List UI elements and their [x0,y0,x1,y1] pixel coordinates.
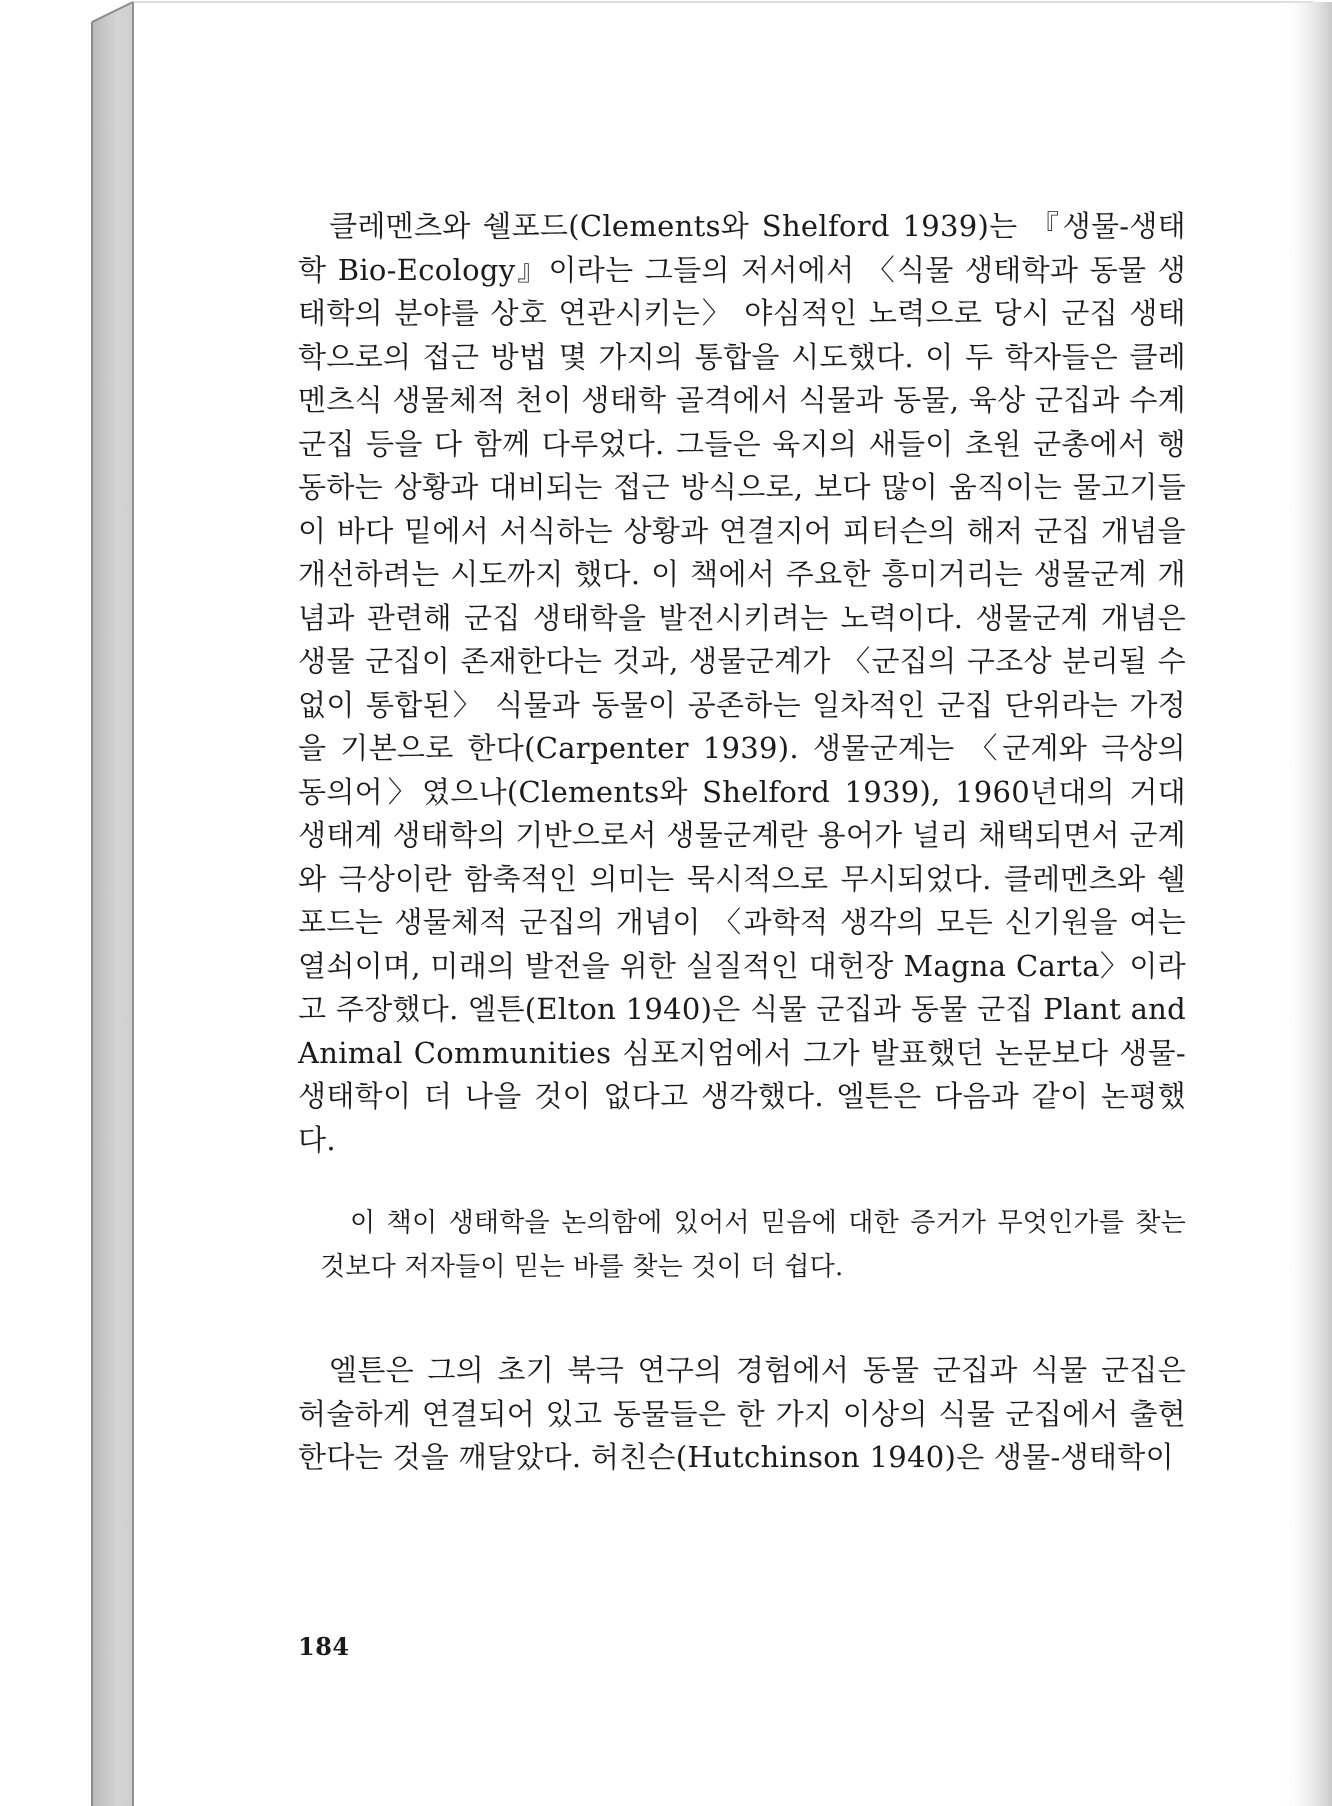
book-spine-edge [92,2,133,1806]
block-quote: 이 책이 생태학을 논의함에 있어서 믿음에 대한 증거가 무엇인가를 찾는 것보다 저자들이 믿는 바를 찾는 것이 더 쉽다. [320,1208,1186,1282]
body-paragraph: 클레멘츠와 쉘포드(Clements와 Shelford 1939)는 『생물-생태학 Bio-Ecology』이라는 그들의 저서에서 〈식물 생태학과 동물 생태학의 분야를 상호 연관시키는〉 야심적인 노력으로 당시 군집 생태학으로의 접근 방법 몇 가지의 통합을 시도했다. 이 두 학자들은 클레멘츠식 생물체적 천이 생태학 골격에서 식물과 동물, 육상 군집과 수계 군집 등을 다 함께 다루었다. 그들은 육지의 새들이 초원 군총에서 행동하는 상황과 대비되는 접근 방식으로, 보다 많이 움직이는 물고기들이 바다 밑에서 서식하는 상황과 연결지어 피터슨의 해저 군집 개념을 개선하려는 시도까지 했다. 이 책에서 주요한 흥미거리는 생물군계 개념과 관련해 군집 생태학을 발전시키려는 노력이다. 생물군계 개념은 생물 군집이 존재한다는 것과, 생물군계가 〈군집의 구조상 분리될 수 없이 통합된〉 식물과 동물이 공존하는 일차적인 군집 단위라는 가정을 기본으로 한다(Carpenter 1939). 생물군계는 〈군계와 극상의 동의어〉였으나(Clements와 Shelford 1939), 1960년대의 거대 생태계 생태학의 기반으로서 생물군계란 용어가 널리 채택되면서 군계와 극상이란 함축적인 의미는 묵시적으로 무시되었다. 클레멘츠와 쉘포드는 생물체적 군집의 개념이 〈과학적 생각의 모든 신기원을 여는 열쇠이며, 미래의 발전을 위한 실질적인 대헌장 Magna Carta〉이라고 주장했다. 엘튼(Elton 1940)은 식물 군집과 동물 군집 Plant and Animal Communities 심포지엄에서 그가 발표했던 논문보다 생물-생태학이 더 나을 것이 없다고 생각했다. 엘튼은 다음과 같이 논평했다. [298,209,1186,1157]
page-text-block [298,205,1186,1480]
body-paragraph: 엘튼은 그의 초기 북극 연구의 경험에서 동물 군집과 식물 군집은 허술하게 연결되어 있고 동물들은 한 가지 이상의 식물 군집에서 출현한다는 것을 깨달았다. 허친슨(Hutchinson 1940)은 생물-생태학이 [298,1353,1186,1474]
page-right-shadow [1280,2,1332,1806]
page-number: 184 [298,1632,350,1661]
